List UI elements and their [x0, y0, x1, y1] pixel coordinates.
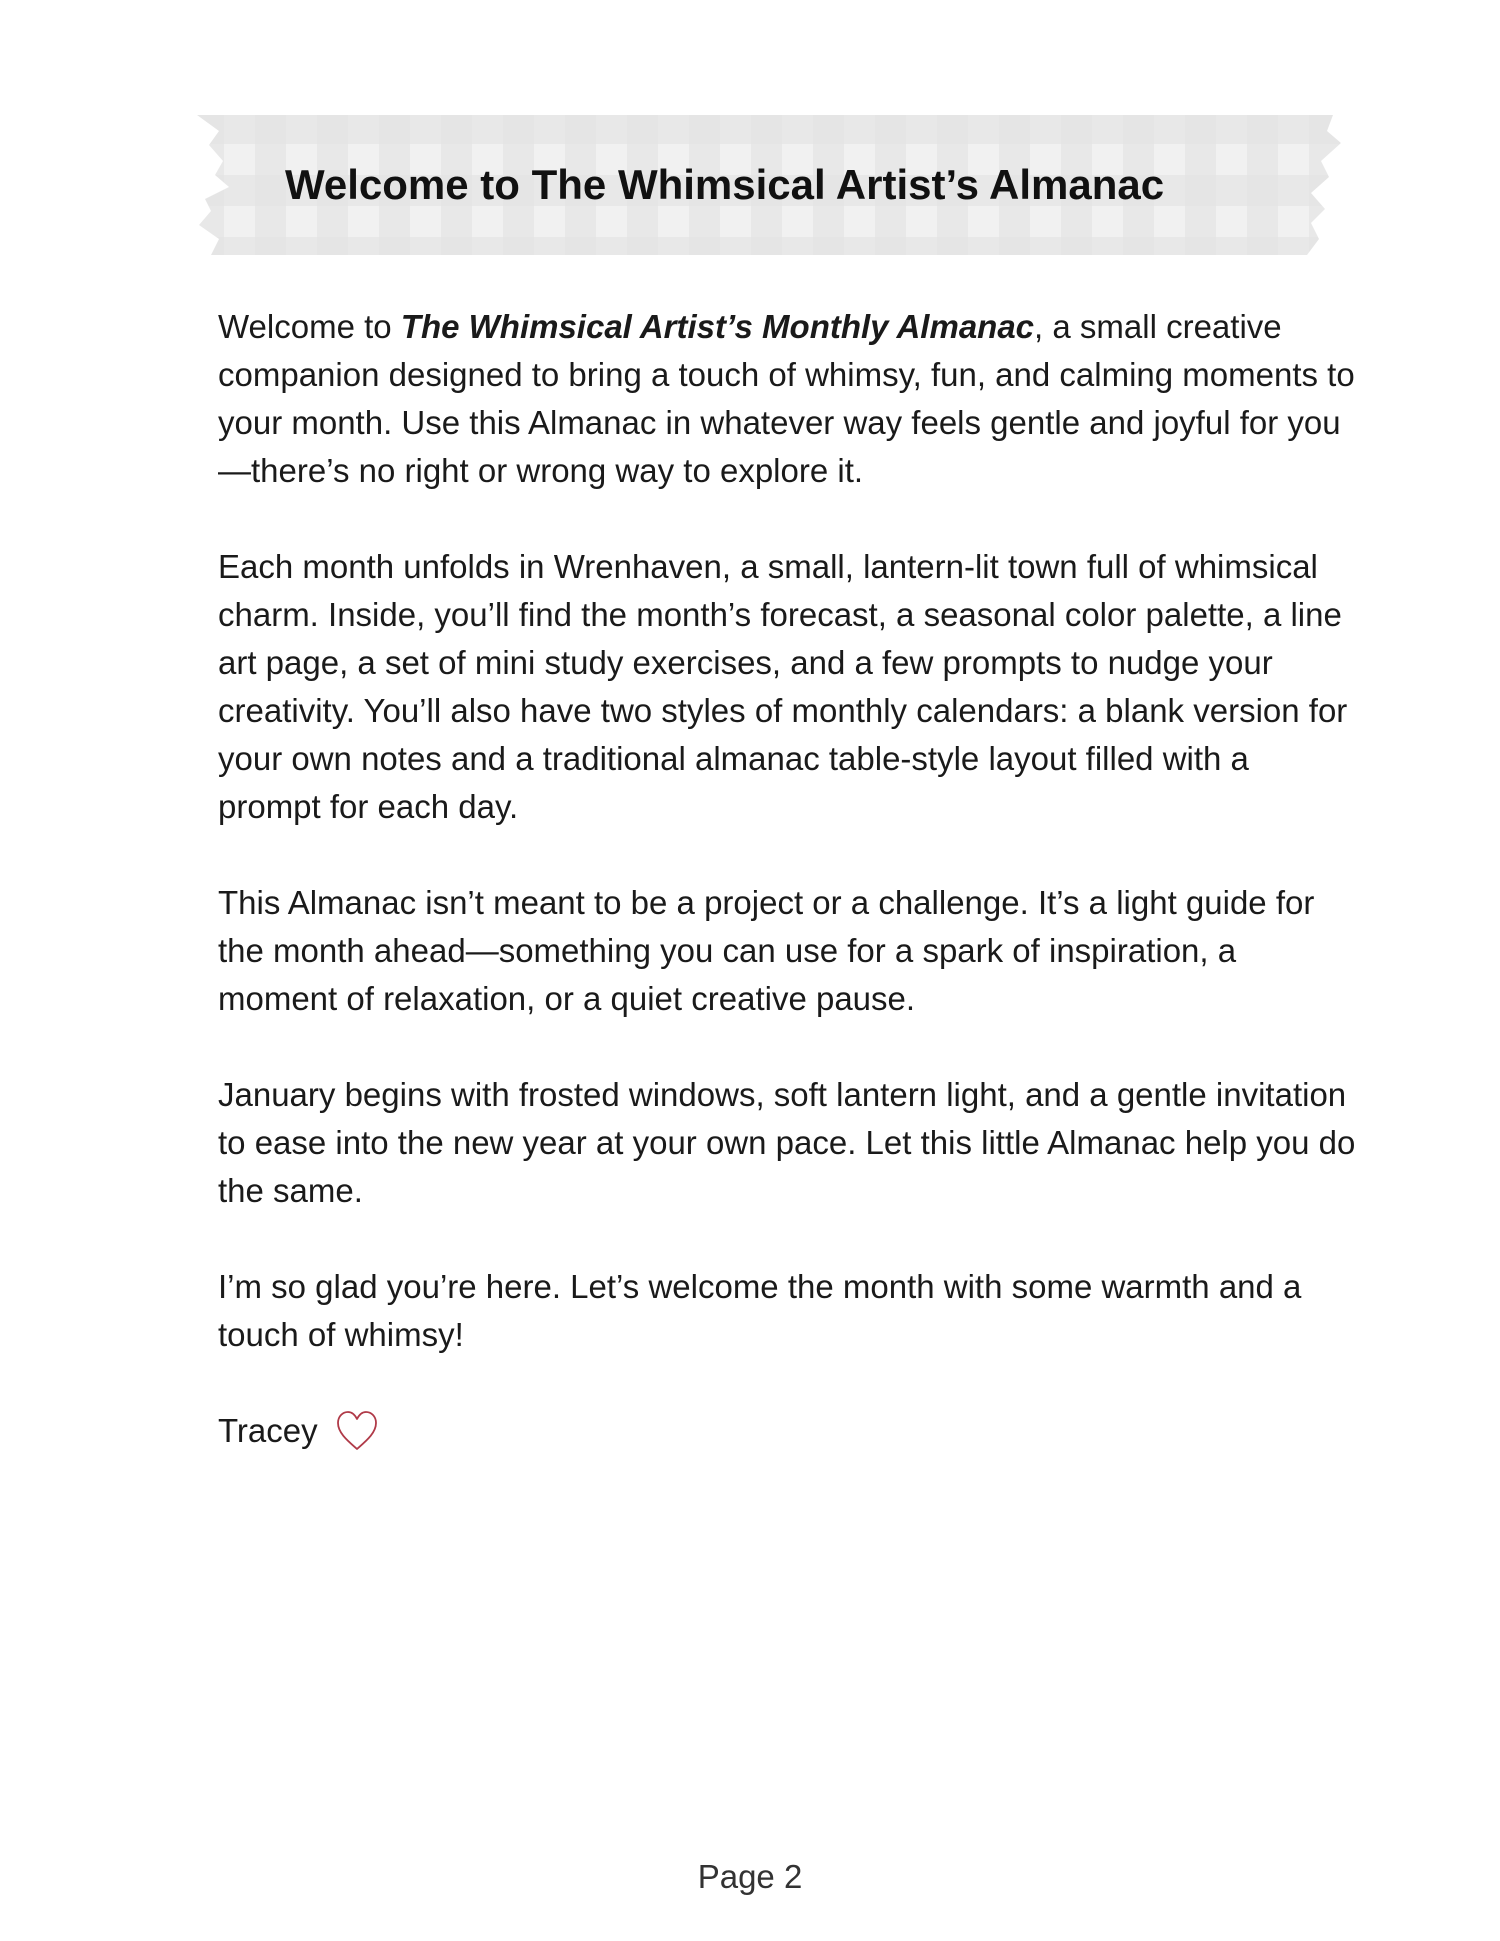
signature-name: Tracey [218, 1412, 318, 1449]
paragraph-closing [218, 1263, 1418, 1359]
january-line3: the same. [218, 1172, 363, 1209]
intro-line4: —there’s no right or wrong way to explore it. [218, 452, 864, 489]
paragraph-purpose [218, 879, 1418, 1023]
heart-icon [334, 1408, 380, 1454]
page-title: Welcome to The Whimsical Artist’s Almanac [285, 161, 1165, 208]
intro-line2: companion designed to bring a touch of whimsy, fun, and calming moments to [218, 356, 1355, 393]
closing-line1: I’m so glad you’re here. Let’s welcome the month with some warmth and a [218, 1268, 1302, 1305]
welcome-letter [218, 303, 1418, 1503]
january-line1: January begins with frosted windows, soft lantern light, and a gentle invitation [218, 1076, 1347, 1113]
contents-line6: prompt for each day. [218, 788, 519, 825]
january-line2: to ease into the new year at your own pace. Let this little Almanac help you do [218, 1124, 1356, 1161]
purpose-line1: This Almanac isn’t meant to be a project or a challenge. It’s a light guide for [218, 884, 1315, 921]
contents-line5: your own notes and a traditional almanac table-style layout filled with a [218, 740, 1249, 777]
intro-line1-rest: , a small creative [1034, 308, 1282, 345]
purpose-line2: the month ahead—something you can use for a spark of inspiration, a [218, 932, 1237, 969]
closing-line2: touch of whimsy! [218, 1316, 464, 1353]
page-number: Page 2 [697, 1858, 803, 1895]
almanac-name-emphasis: The Whimsical Artist’s Monthly Almanac [400, 308, 1035, 345]
contents-line3: art page, a set of mini study exercises, and a few prompts to nudge your [218, 644, 1273, 681]
intro-lead: Welcome to [218, 308, 401, 345]
title-banner [193, 113, 1341, 257]
contents-line4: creativity. You’ll also have two styles of monthly calendars: a blank version for [218, 692, 1348, 729]
contents-line2: charm. Inside, you’ll find the month’s forecast, a seasonal color palette, a line [218, 596, 1342, 633]
signature [218, 1407, 1418, 1455]
paragraph-intro [218, 303, 1418, 495]
purpose-line3: moment of relaxation, or a quiet creative pause. [218, 980, 916, 1017]
contents-line1: Each month unfolds in Wrenhaven, a small, lantern-lit town full of whimsical [218, 548, 1318, 585]
intro-line3: your month. Use this Almanac in whatever way feels gentle and joyful for you [218, 404, 1341, 441]
paragraph-january [218, 1071, 1418, 1215]
paragraph-contents [218, 543, 1418, 831]
